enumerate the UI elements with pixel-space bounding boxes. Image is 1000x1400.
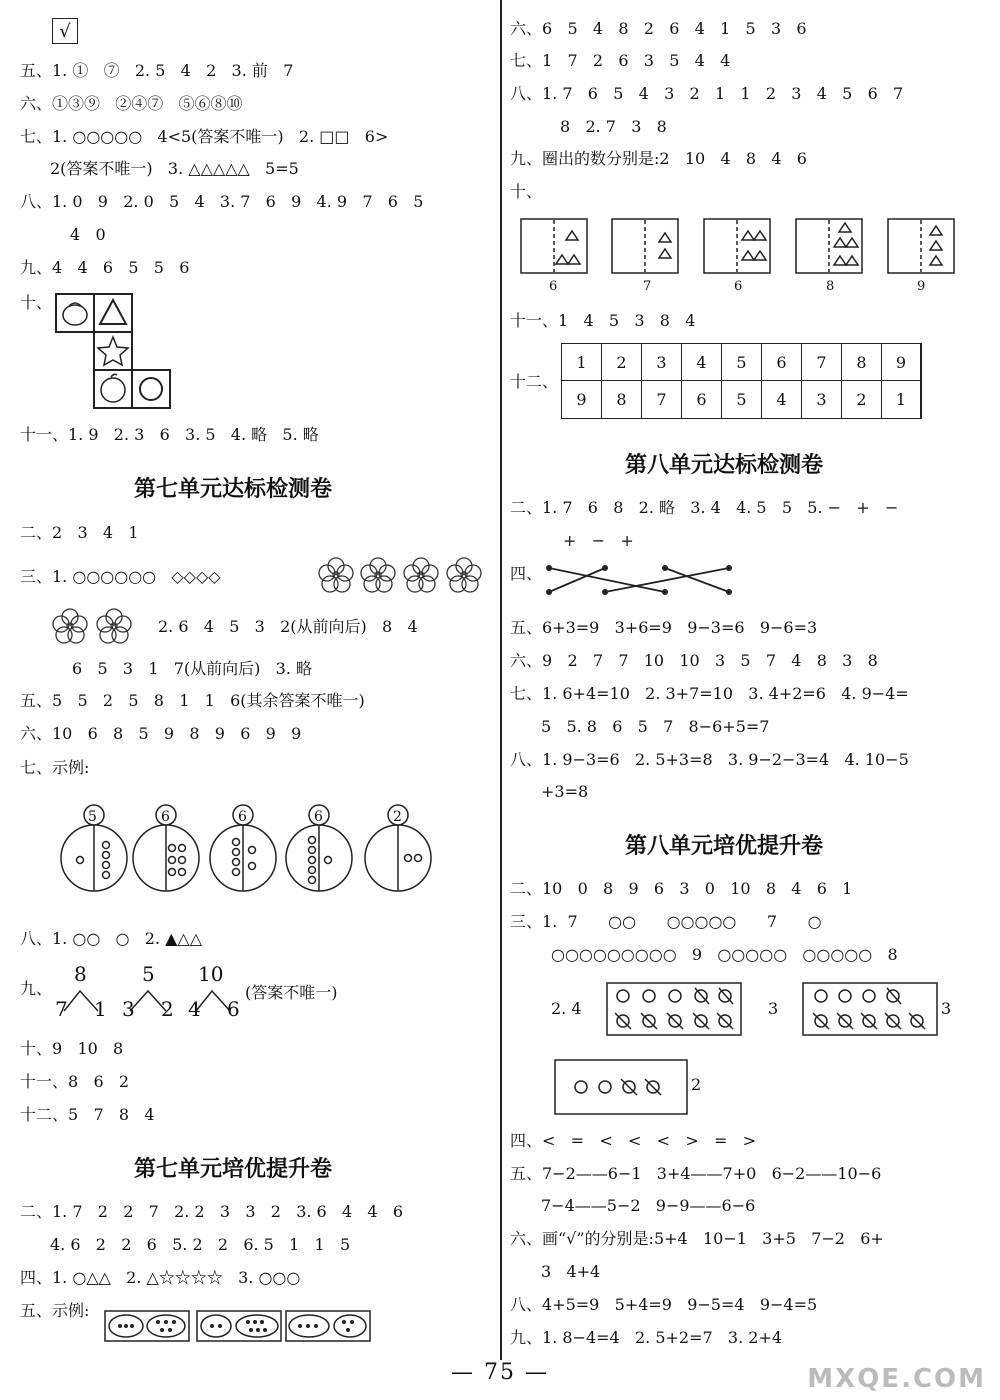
answer-note: (答案不唯一): [245, 983, 338, 1002]
grid-cell: 4: [761, 380, 802, 419]
answer-line: 八、1. 0 9 2. 0 5 4 3. 7 6 9 4. 9 7 6 5: [20, 192, 424, 211]
tree-top: 8: [74, 962, 87, 986]
answer-line: 八、4+5=9 5+4=9 9−5=4 9−4=5: [510, 1295, 818, 1314]
grid-cell: 9: [881, 343, 922, 381]
answer-line: 3: [941, 999, 952, 1018]
ladybug-number: 6: [314, 809, 323, 825]
answer-line: 二、2 3 4 1: [20, 523, 139, 542]
matching-lines-figure: [545, 562, 735, 598]
tree-top: 5: [142, 962, 155, 986]
grid-cell: 6: [681, 380, 722, 419]
answer-line: 2(答案不唯一) 3. △△△△△ 5=5: [50, 159, 299, 178]
answer-line: 四、< = < < < > = >: [510, 1131, 757, 1150]
box-label: 7: [643, 279, 652, 294]
box-label: 6: [549, 279, 558, 294]
answer-line: + − +: [563, 531, 634, 550]
answer-line: 十一、8 6 2: [20, 1072, 130, 1091]
section-title: 第七单元达标检测卷: [134, 477, 333, 502]
answer-line: 3: [768, 999, 779, 1018]
ladybug-number: 2: [393, 809, 402, 825]
answer-line: 十、: [510, 182, 543, 201]
answer-line: 三、1. 7 ○○ ○○○○○ 7 ○: [510, 912, 822, 931]
answer-line: 八、1. ○○ ○ 2. ▲△△: [20, 929, 203, 948]
answer-line: +3=8: [541, 782, 589, 801]
answer-line: 六、①③⑨ ②④⑦ ⑤⑥⑧⑩: [20, 94, 243, 113]
section-title: 第八单元培优提升卷: [625, 834, 824, 859]
answer-line: 八、1. 9−3=6 2. 5+3=8 3. 9−2−3=4 4. 10−5: [510, 750, 909, 769]
answer-line: 六、9 2 7 7 10 10 3 5 7 4 8 3 8: [510, 651, 878, 670]
answer-line: 2: [691, 1075, 702, 1094]
answer-line: 四、1. ○△△ 2. △☆☆☆☆ 3. ○○○: [20, 1268, 301, 1287]
answer-line: 六、画“√”的分别是:5+4 10−1 3+5 7−2 6+: [510, 1229, 884, 1248]
page-number: — 75 —: [451, 1360, 549, 1385]
answer-line: 8 2. 7 3 8: [560, 117, 667, 136]
answer-line: 十二、5 7 8 4: [20, 1105, 155, 1124]
tree-leaf: 7: [55, 997, 68, 1021]
answer-line: 七、1. 6+4=10 2. 3+7=10 3. 4+2=6 4. 9−4=: [510, 684, 909, 703]
answer-line: 十、9 10 8: [20, 1039, 124, 1058]
section-title: 第八单元达标检测卷: [625, 453, 824, 478]
answer-line: 十、: [20, 293, 53, 312]
grid-cell: 5: [721, 380, 762, 419]
tree-top: 10: [198, 962, 224, 986]
grid-cell: 5: [721, 343, 762, 381]
grid-cell: 9: [561, 380, 602, 419]
answer-line: 5 5. 8 6 5 7 8−6+5=7: [541, 717, 770, 736]
answer-line: 七、示例:: [20, 758, 90, 777]
answer-line: ○○○○○○○○○ 9 ○○○○○ ○○○○○ 8: [551, 945, 898, 964]
answer-line: 二、1. 7 6 8 2. 略 3. 4 4. 5 5 5. − + −: [510, 498, 899, 517]
crossed-circles-figure: [553, 980, 953, 1118]
answer-line: 九、1. 8−4=4 2. 5+2=7 3. 2+4: [510, 1328, 783, 1347]
number-grid: [561, 343, 928, 419]
watermark: MXQE.COM: [807, 1364, 986, 1394]
answer-line: 2. 6 4 5 3 2(从前向后) 8 4: [158, 617, 418, 636]
column-divider: [500, 0, 502, 1360]
grid-cell: 2: [841, 380, 882, 419]
answer-line: 二、10 0 8 9 6 3 0 10 8 4 6 1: [510, 879, 853, 898]
section-title: 第七单元培优提升卷: [134, 1157, 333, 1182]
answer-line: 6 5 3 1 7(从前向后) 3. 略: [72, 659, 313, 678]
answer-line: 五、7−2——6−1 3+4——7+0 6−2——10−6: [510, 1164, 882, 1183]
grid-cell: 2: [601, 343, 642, 381]
grid-cell: 7: [801, 343, 842, 381]
triangle-boxes-figure: [520, 218, 960, 276]
grid-cell: 8: [841, 343, 882, 381]
answer-line: 十一、1 4 5 3 8 4: [510, 311, 696, 330]
grid-cell: 1: [561, 343, 602, 381]
grid-cell: 1: [881, 380, 922, 419]
tree-leaf: 3: [122, 997, 135, 1021]
answer-line: 十一、1. 9 2. 3 6 3. 5 4. 略 5. 略: [20, 425, 319, 444]
ladybug-number: 6: [238, 809, 247, 825]
tree-leaf: 2: [161, 997, 174, 1021]
grid-cell: 7: [641, 380, 682, 419]
answer-line: 八、1. 7 6 5 4 3 2 1 1 2 3 4 5 6 7: [510, 84, 904, 103]
answer-line: 五、示例:: [20, 1301, 90, 1320]
answer-line: 五、1. ① ⑦ 2. 5 4 2 3. 前 7: [20, 61, 294, 80]
box-label: 9: [917, 279, 926, 294]
grid-cell: 3: [801, 380, 842, 419]
tree-leaf: 4: [188, 997, 201, 1021]
oval-pairs-figure: [104, 1310, 372, 1342]
answer-line: 十二、: [510, 372, 559, 391]
answer-line: 2. 4: [551, 999, 582, 1018]
answer-line: 三、1. ○○○○○○ ◇◇◇◇: [20, 567, 221, 586]
flower-drawings-row1: [318, 557, 493, 593]
grid-cell: 8: [601, 380, 642, 419]
ladybug-number: 5: [88, 809, 97, 825]
answer-line: 3 4+4: [541, 1262, 601, 1281]
answer-line: 二、1. 7 2 2 7 2. 2 3 3 2 3. 6 4 4 6: [20, 1202, 404, 1221]
answer-line: 7−4——5−2 9−9——6−6: [541, 1196, 756, 1215]
answer-line: 九、圈出的数分别是:2 10 4 8 4 6: [510, 149, 807, 168]
answer-line: 4 0: [70, 225, 106, 244]
grid-cell: 6: [761, 343, 802, 381]
answer-line: 五、5 5 2 5 8 1 1 6(其余答案不唯一): [20, 691, 365, 710]
tree-leaf: 1: [94, 997, 107, 1021]
cube-net-figure: [54, 292, 176, 410]
answer-line: 七、1. ○○○○○ 4<5(答案不唯一) 2. □□ 6>: [20, 127, 389, 146]
check-box: √: [52, 18, 78, 44]
box-label: 6: [734, 279, 743, 294]
tree-leaf: 6: [227, 997, 240, 1021]
ladybug-number: 6: [161, 809, 170, 825]
answer-line: 四、: [510, 564, 543, 583]
flower-drawings-row2: [50, 608, 140, 644]
answer-line: 六、10 6 8 5 9 8 9 6 9 9: [20, 724, 302, 743]
answer-line: 五、6+3=9 3+6=9 9−3=6 9−6=3: [510, 618, 818, 637]
grid-cell: 3: [641, 343, 682, 381]
answer-line: 4. 6 2 2 6 5. 2 2 6. 5 1 1 5: [50, 1235, 351, 1254]
answer-line: 七、1 7 2 6 3 5 4 4: [510, 51, 731, 70]
answer-line: 九、4 4 6 5 5 6: [20, 258, 190, 277]
answer-line: 六、6 5 4 8 2 6 4 1 5 3 6: [510, 19, 807, 38]
box-label: 8: [826, 279, 835, 294]
grid-cell: 4: [681, 343, 722, 381]
answer-line: 九、: [20, 979, 53, 998]
